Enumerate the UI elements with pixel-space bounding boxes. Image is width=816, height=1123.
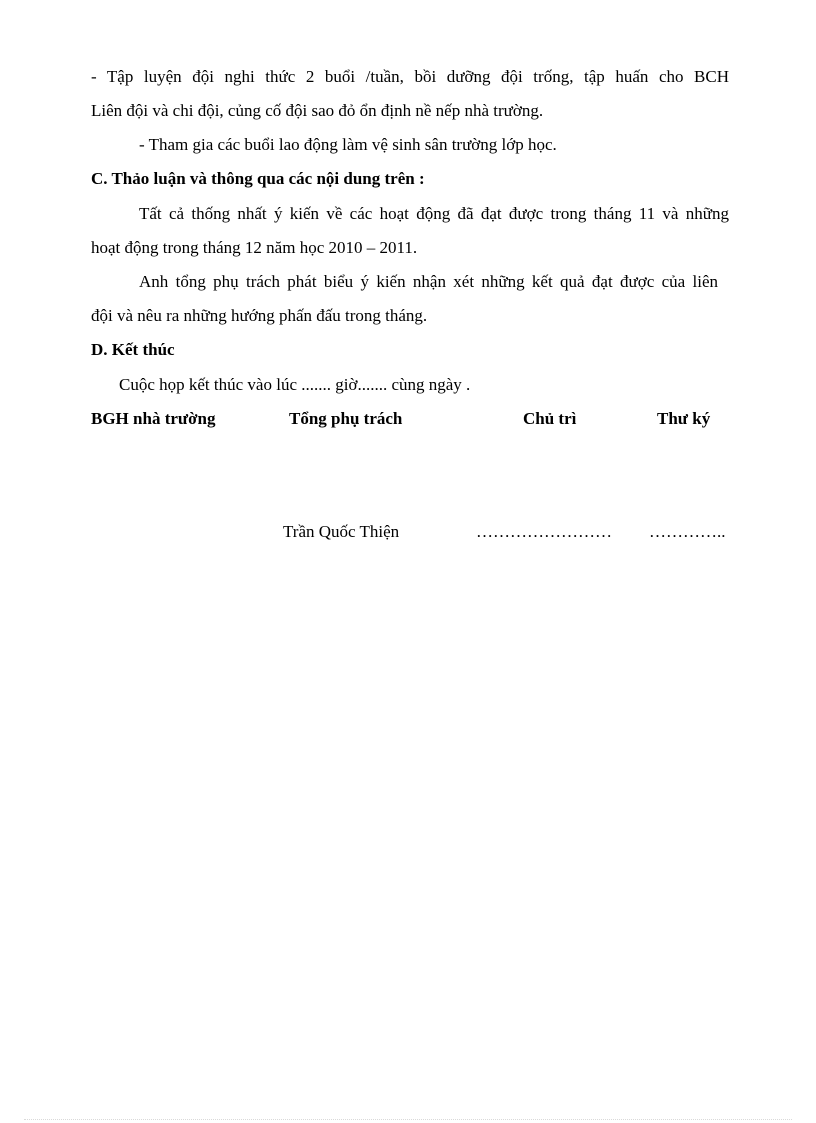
section-d-heading: D. Kết thúc bbox=[91, 340, 175, 359]
section-c-paragraph-2-line-1: Anh tổng phụ trách phát biểu ý kiến nhận xét những kết quả đạt được của liên bbox=[139, 272, 718, 291]
signature-label-tong-phu-trach: Tổng phụ trách bbox=[289, 409, 403, 428]
signature-label-thu-ky: Thư ký bbox=[657, 409, 711, 428]
signature-name-tong-phu-trach: Trần Quốc Thiện bbox=[283, 522, 400, 541]
section-b-item-1-line-1: - Tập luyện đội nghi thức 2 buổi /tuần, bồi dưỡng đội trống, tập huấn cho BCH bbox=[91, 67, 729, 86]
section-c-paragraph-2-line-2: đội và nêu ra những hướng phấn đấu trong tháng. bbox=[91, 306, 428, 325]
section-b-item-1-line-2: Liên đội và chi đội, củng cố đội sao đỏ ổn định nề nếp nhà trường. bbox=[91, 101, 544, 120]
section-c-paragraph-1-line-1: Tất cả thống nhất ý kiến về các hoạt động đã đạt được trong tháng 11 và những bbox=[139, 204, 729, 223]
signature-placeholder-thu-ky: ………….. bbox=[649, 522, 726, 541]
signature-label-bgh: BGH nhà trường bbox=[91, 409, 216, 428]
signature-placeholder-chu-tri: …………………… bbox=[476, 522, 612, 541]
page-bottom-divider bbox=[24, 1119, 792, 1120]
section-c-heading: C. Thảo luận và thông qua các nội dung trên : bbox=[91, 169, 425, 188]
section-c-paragraph-1-line-2: hoạt động trong tháng 12 năm học 2010 – 2011. bbox=[91, 238, 418, 257]
closing-sentence: Cuộc họp kết thúc vào lúc ....... giờ....... cùng ngày . bbox=[119, 375, 471, 394]
section-b-item-2: - Tham gia các buổi lao động làm vệ sinh sân trường lớp học. bbox=[139, 135, 557, 154]
signature-label-chu-tri: Chủ trì bbox=[523, 409, 577, 428]
